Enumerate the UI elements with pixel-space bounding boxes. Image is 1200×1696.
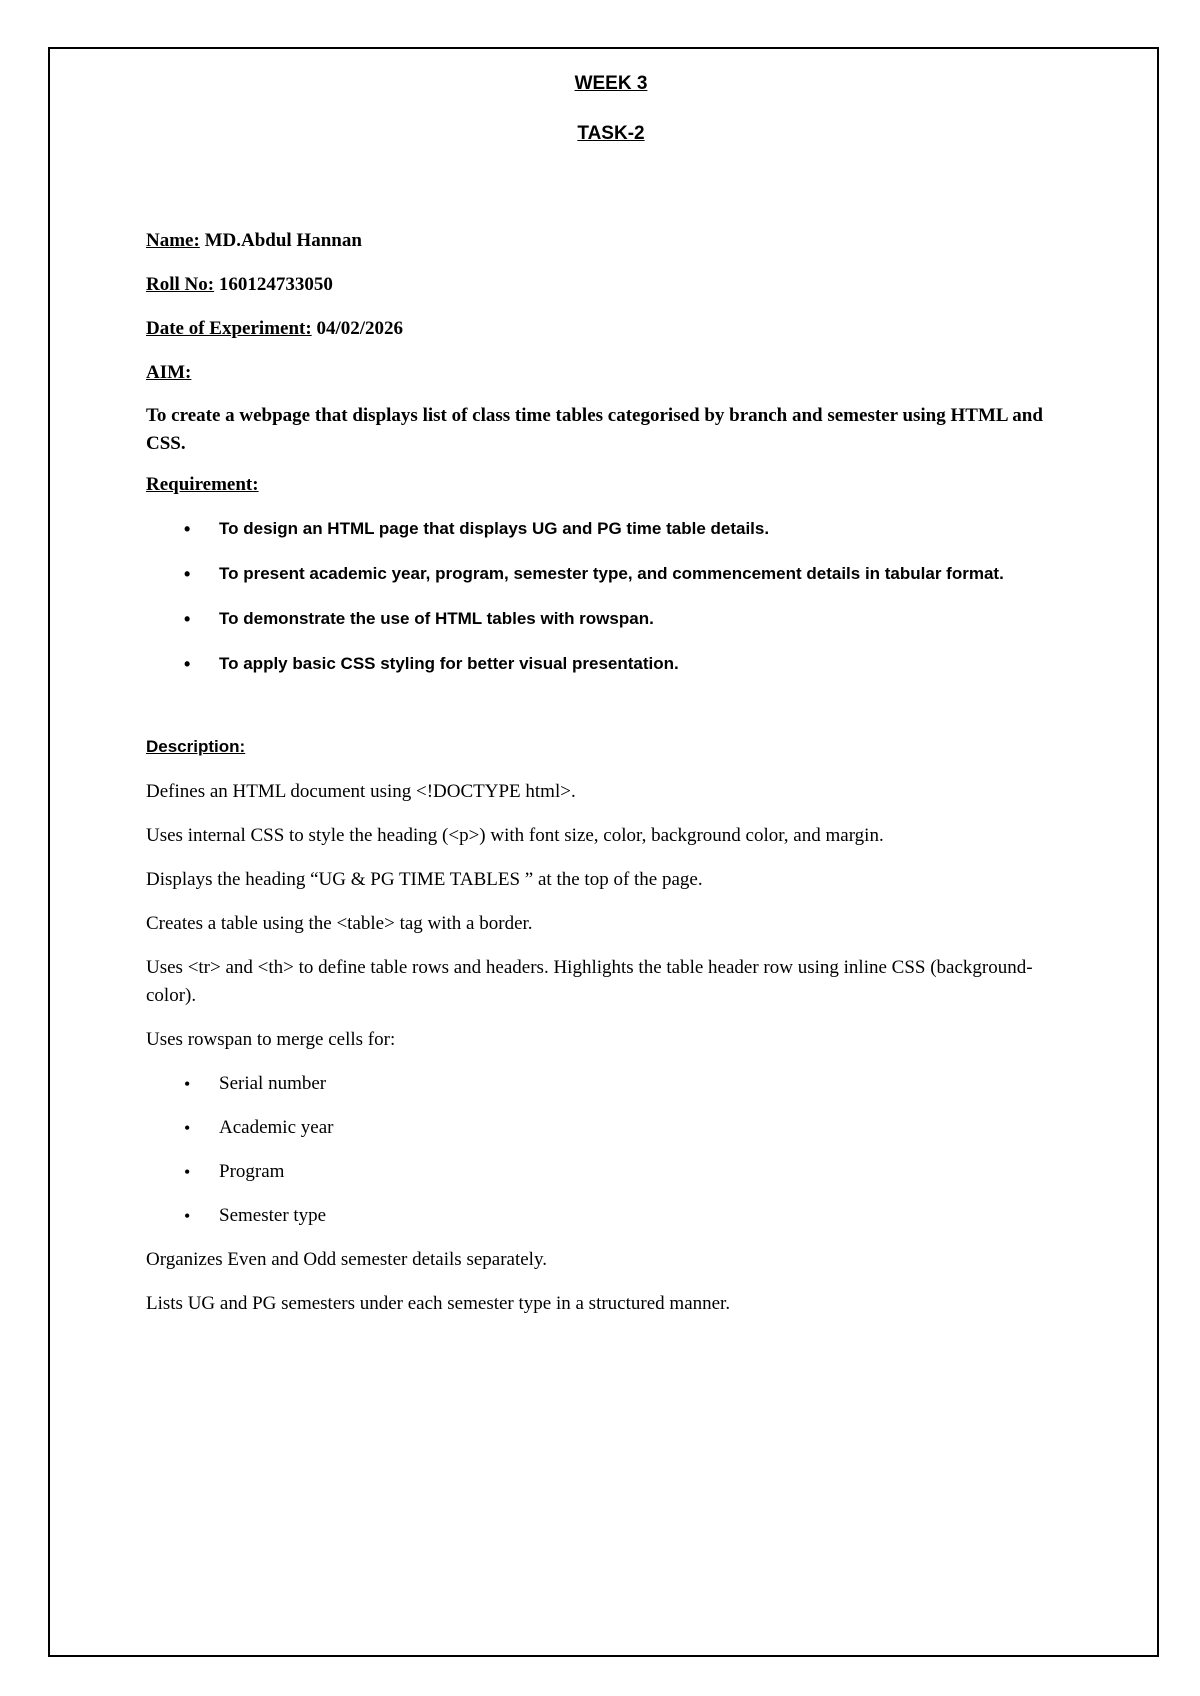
list-item	[146, 1114, 1076, 1158]
list-item	[146, 514, 1076, 544]
task-heading: TASK-2	[577, 123, 645, 144]
bullet-icon: •	[184, 1118, 191, 1138]
date-label: Date of Experiment:	[146, 318, 312, 339]
spacer	[146, 166, 1076, 228]
description-line: Lists UG and PG semesters under each semester type in a structured manner.	[146, 1293, 731, 1314]
name-label: Name:	[146, 230, 200, 251]
rowspan-list	[146, 1070, 1076, 1246]
requirement-text: To apply basic CSS styling for better visual presentation.	[219, 654, 679, 673]
requirement-label: Requirement:	[146, 474, 259, 495]
name-line	[146, 228, 1076, 272]
bullet-icon: •	[184, 1206, 191, 1226]
roll-value: 160124733050	[214, 274, 333, 295]
description-label: Description:	[146, 737, 246, 756]
bullet-icon: •	[184, 609, 191, 629]
bullet-icon: •	[184, 519, 191, 539]
description-line: Displays the heading “UG & PG TIME TABLES ” at the top of the page.	[146, 869, 703, 890]
list-item	[146, 649, 1076, 679]
rowspan-item-text: Academic year	[219, 1117, 334, 1138]
bullet-icon: •	[184, 1162, 191, 1182]
rowspan-item-text: Program	[219, 1161, 285, 1182]
name-value: MD.Abdul Hannan	[199, 230, 362, 251]
bullet-icon: •	[184, 564, 191, 584]
list-item	[146, 559, 1076, 589]
list-item	[146, 1202, 1076, 1246]
rowspan-item-text: Semester type	[219, 1205, 327, 1226]
spacer	[146, 694, 1076, 734]
document-content	[146, 66, 1076, 1334]
description-line: Defines an HTML document using <!DOCTYPE html>.	[146, 781, 576, 802]
list-item	[146, 1070, 1076, 1114]
date-line	[146, 316, 1076, 360]
description-line: Uses <tr> and <th> to define table rows and headers. Highlights the table header row using inline CSS (background-color).	[146, 957, 1033, 1006]
requirement-list	[146, 514, 1076, 679]
aim-text: To create a webpage that displays list of class time tables categorised by branch and semester using HTML and CSS.	[146, 405, 1043, 454]
requirement-text: To present academic year, program, semester type, and commencement details in tabular format.	[219, 564, 1004, 583]
list-item	[146, 1158, 1076, 1202]
description-line: Creates a table using the <table> tag with a border.	[146, 913, 533, 934]
description-line: Organizes Even and Odd semester details separately.	[146, 1249, 547, 1270]
bullet-icon: •	[184, 654, 191, 674]
roll-line	[146, 272, 1076, 316]
description-line: Uses internal CSS to style the heading (<p>) with font size, color, background color, and margin.	[146, 825, 884, 846]
list-item	[146, 604, 1076, 634]
week-heading: WEEK 3	[574, 73, 648, 94]
rowspan-item-text: Serial number	[219, 1073, 327, 1094]
bullet-icon: •	[184, 1074, 191, 1094]
description-line: Uses rowspan to merge cells for:	[146, 1029, 396, 1050]
requirement-text: To design an HTML page that displays UG and PG time table details.	[219, 519, 770, 538]
aim-label: AIM:	[146, 362, 192, 383]
date-value: 04/02/2026	[311, 318, 403, 339]
roll-label: Roll No:	[146, 274, 215, 295]
requirement-text: To demonstrate the use of HTML tables with rowspan.	[219, 609, 654, 628]
